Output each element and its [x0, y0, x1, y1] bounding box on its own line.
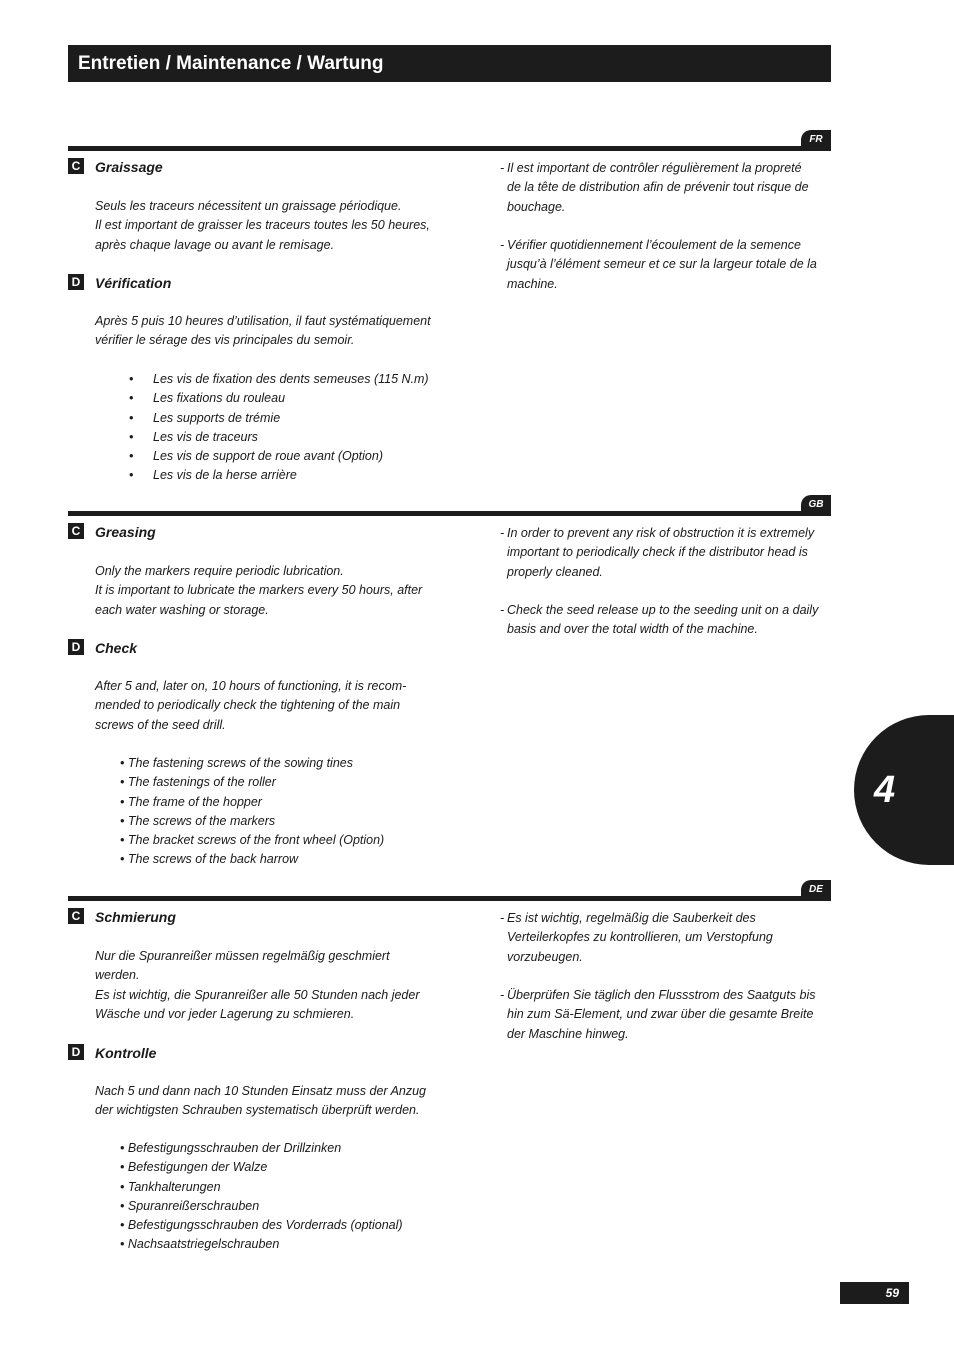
note-paragraph: - Überprüfen Sie täglich den Flussstrom des Saatguts bis hin zum Sä-Element, und zwar über die gesamte Breite der Maschine hinweg. — [500, 986, 832, 1044]
list-item: • Les fixations du rouleau — [129, 389, 429, 408]
language-tab-fr: FR — [801, 130, 831, 150]
heading-greasing: Schmierung — [95, 909, 176, 925]
chapter-number: 4 — [874, 769, 896, 811]
screw-list — [120, 1139, 403, 1255]
list-item: • Les vis de traceurs — [129, 428, 429, 447]
heading-greasing: Graissage — [95, 159, 163, 175]
list-item: • Befestigungsschrauben des Vorderrads (optional) — [120, 1216, 403, 1235]
chapter-tab — [854, 715, 954, 865]
note-paragraph: - Il est important de contrôler régulièrement la propreté de la tête de distribution afin de prévenir tout risque de bouchage. — [500, 159, 832, 217]
list-item: • Les vis de la herse arrière — [129, 466, 429, 485]
heading-check: Kontrolle — [95, 1045, 157, 1061]
heading-greasing: Greasing — [95, 524, 156, 540]
list-item: • Les supports de trémie — [129, 409, 429, 428]
page-header: Entretien / Maintenance / Wartung — [68, 45, 831, 82]
list-item: • Befestigungsschrauben der Drillzinken — [120, 1139, 403, 1158]
list-item: • The screws of the markers — [120, 812, 384, 831]
list-item: • The screws of the back harrow — [120, 850, 384, 869]
list-item: • Befestigungen der Walze — [120, 1158, 403, 1177]
right-column-notes — [500, 159, 832, 313]
list-item: • The frame of the hopper — [120, 793, 384, 812]
check-text: After 5 and, later on, 10 hours of functioning, it is recom- mended to periodically check the tightening of the main screws of the seed drill. — [95, 679, 407, 732]
section-rule — [68, 511, 831, 516]
language-tab-gb: GB — [801, 495, 831, 515]
greasing-text: Only the markers require periodic lubrication. It is important to lubricate the markers every 50 hours, after each water washing or storage. — [95, 564, 423, 617]
list-item: • Les vis de fixation des dents semeuses (115 N.m) — [129, 370, 429, 389]
check-text: Nach 5 und dann nach 10 Stunden Einsatz muss der Anzug der wichtigsten Schrauben systematisch überprüft werden. — [95, 1084, 427, 1118]
heading-check: Vérification — [95, 275, 172, 291]
note-paragraph: - Es ist wichtig, regelmäßig die Sauberkeit des Verteilerkopfes zu kontrollieren, um Verstopfung vorzubeugen. — [500, 909, 832, 967]
list-item: • The bracket screws of the front wheel (Option) — [120, 831, 384, 850]
page-number: 59 — [840, 1282, 909, 1304]
right-column-notes — [500, 524, 832, 659]
letter-d-badge: D — [68, 639, 84, 655]
list-item: • Tankhalterungen — [120, 1178, 403, 1197]
letter-d-badge: D — [68, 274, 84, 290]
note-paragraph: - Vérifier quotidiennement l’écoulement de la semence jusqu’à l’élément semeur et ce sur la largeur totale de la machine. — [500, 236, 832, 294]
note-paragraph: - Check the seed release up to the seeding unit on a daily basis and over the total width of the machine. — [500, 601, 832, 640]
letter-c-badge: C — [68, 158, 84, 174]
list-item: • The fastening screws of the sowing tines — [120, 754, 384, 773]
note-paragraph: - In order to prevent any risk of obstruction it is extremely important to periodically check if the distributor head is properly cleaned. — [500, 524, 832, 582]
language-tab-de: DE — [801, 880, 831, 900]
right-column-notes — [500, 909, 832, 1063]
screw-list — [129, 370, 429, 486]
letter-c-badge: C — [68, 908, 84, 924]
letter-d-badge: D — [68, 1044, 84, 1060]
greasing-text: Nur die Spuranreißer müssen regelmäßig geschmiert werden. Es ist wichtig, die Spuranreißer alle 50 Stunden nach jeder Wäsche und vor jeder Lagerung zu schmieren. — [95, 949, 420, 1021]
letter-c-badge: C — [68, 523, 84, 539]
heading-check: Check — [95, 640, 138, 656]
section-rule — [68, 896, 831, 901]
list-item: • The fastenings of the roller — [120, 773, 384, 792]
section-rule — [68, 146, 831, 151]
list-item: • Spuranreißerschrauben — [120, 1197, 403, 1216]
list-item: • Les vis de support de roue avant (Option) — [129, 447, 429, 466]
check-text: Après 5 puis 10 heures d’utilisation, il faut systématiquement vérifier le sérage des vis principales du semoir. — [95, 314, 431, 348]
list-item: • Nachsaatstriegelschrauben — [120, 1235, 403, 1254]
greasing-text: Seuls les traceurs nécessitent un graissage périodique. Il est important de graisser les traceurs toutes les 50 heures, après chaque lavage ou avant le remisage. — [95, 199, 430, 252]
screw-list — [120, 754, 384, 870]
